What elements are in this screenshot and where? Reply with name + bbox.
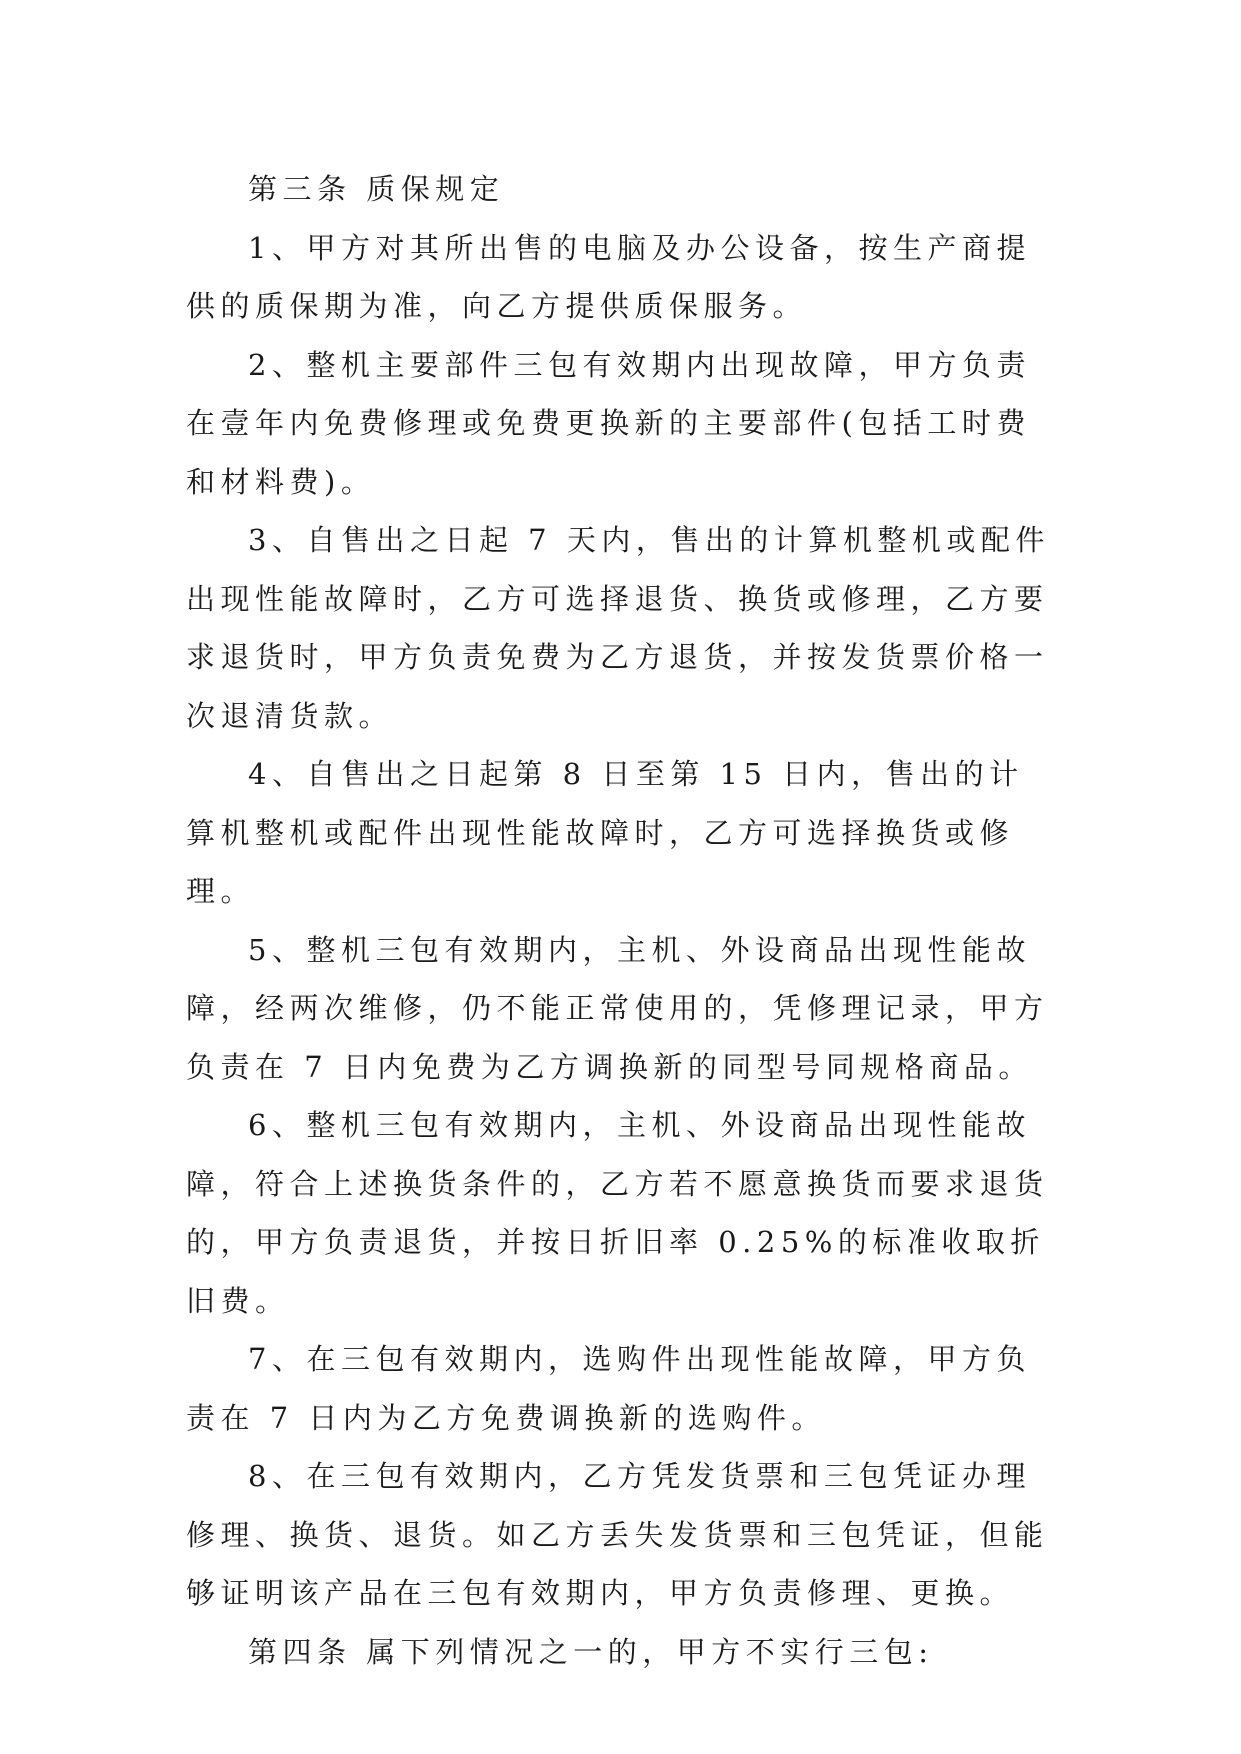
clause-4: 4、自售出之日起第 8 日至第 15 日内，售出的计算机整机或配件出现性能故障时，乙方可选择换货或修理。 bbox=[186, 757, 1024, 908]
clause-3: 3、自售出之日起 7 天内，售出的计算机整机或配件出现性能故障时，乙方可选择退货、换货或修理，乙方要求退货时，甲方负责免费为乙方退货，并按发货票价格一次退清货款。 bbox=[186, 523, 1050, 733]
document-page bbox=[186, 160, 1056, 1681]
section-heading-article-3: 第三条 质保规定 bbox=[248, 172, 505, 206]
clause-7: 7、在三包有效期内，选购件出现性能故障，甲方负责在 7 日内为乙方免费调换新的选购件。 bbox=[186, 1342, 1031, 1435]
clause-8: 8、在三包有效期内，乙方凭发货票和三包凭证办理修理、换货、退货。如乙方丢失发货票和三包凭证，但能够证明该产品在三包有效期内，甲方负责修理、更换。 bbox=[186, 1459, 1049, 1610]
clause-2: 2、整机主要部件三包有效期内出现故障，甲方负责在壹年内免费修理或免费更换新的主要部件(包括工时费和材料费)。 bbox=[186, 347, 1031, 499]
clause-6: 6、整机三包有效期内，主机、外设商品出现性能故障，符合上述换货条件的，乙方若不愿意换货而要求退货的，甲方负责退货，并按日折旧率 0.25%的标准收取折旧费。 bbox=[186, 1108, 1049, 1318]
clause-5: 5、整机三包有效期内，主机、外设商品出现性能故障，经两次维修，仍不能正常使用的，凭修理记录，甲方负责在 7 日内免费为乙方调换新的同型号同规格商品。 bbox=[186, 932, 1049, 1084]
clause-1: 1、甲方对其所出售的电脑及办公设备，按生产商提供的质保期为准，向乙方提供质保服务。 bbox=[186, 230, 1031, 323]
section-heading-article-4: 第四条 属下列情况之一的，甲方不实行三包: bbox=[248, 1634, 934, 1669]
